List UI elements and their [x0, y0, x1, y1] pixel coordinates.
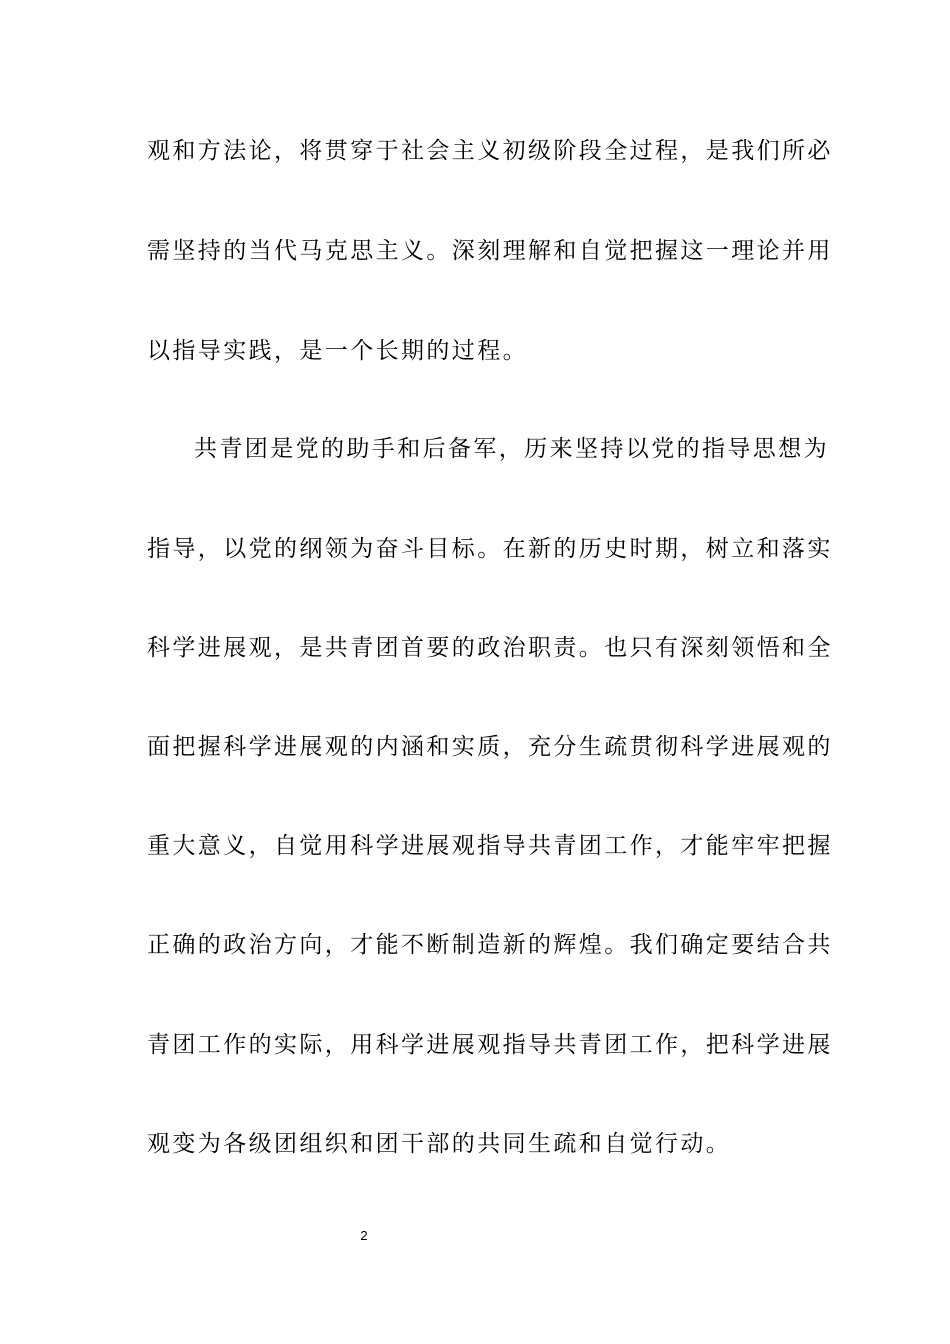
- page-number: 2: [360, 1228, 368, 1243]
- paragraph-first-line: 共青团是党的助手和后备军，历来坚持以党的指导思想为: [194, 436, 829, 462]
- text-line-9: 正确的政治方向，才能不断制造新的辉煌。我们确定要结合共: [147, 932, 833, 958]
- text-line-7: 面把握科学进展观的内涵和实质，充分生疏贯彻科学进展观的: [147, 734, 833, 760]
- text-line-11: 观变为各级团组织和团干部的共同生疏和自觉行动。: [147, 1131, 732, 1157]
- text-line-6: 科学进展观，是共青团首要的政治职责。也只有深刻领悟和全: [147, 635, 833, 661]
- text-line-10: 青团工作的实际，用科学进展观指导共青团工作，把科学进展: [147, 1032, 833, 1058]
- text-line-3: 以指导实践，是一个长期的过程。: [147, 338, 528, 364]
- text-line-5: 指导，以党的纲领为奋斗目标。在新的历史时期，树立和落实: [147, 536, 833, 562]
- text-line-1: 观和方法论，将贯穿于社会主义初级阶段全过程，是我们所必: [147, 138, 833, 164]
- text-line-8: 重大意义，自觉用科学进展观指导共青团工作，才能牢牢把握: [147, 833, 833, 859]
- text-line-2: 需坚持的当代马克思主义。深刻理解和自觉把握这一理论并用: [147, 238, 833, 264]
